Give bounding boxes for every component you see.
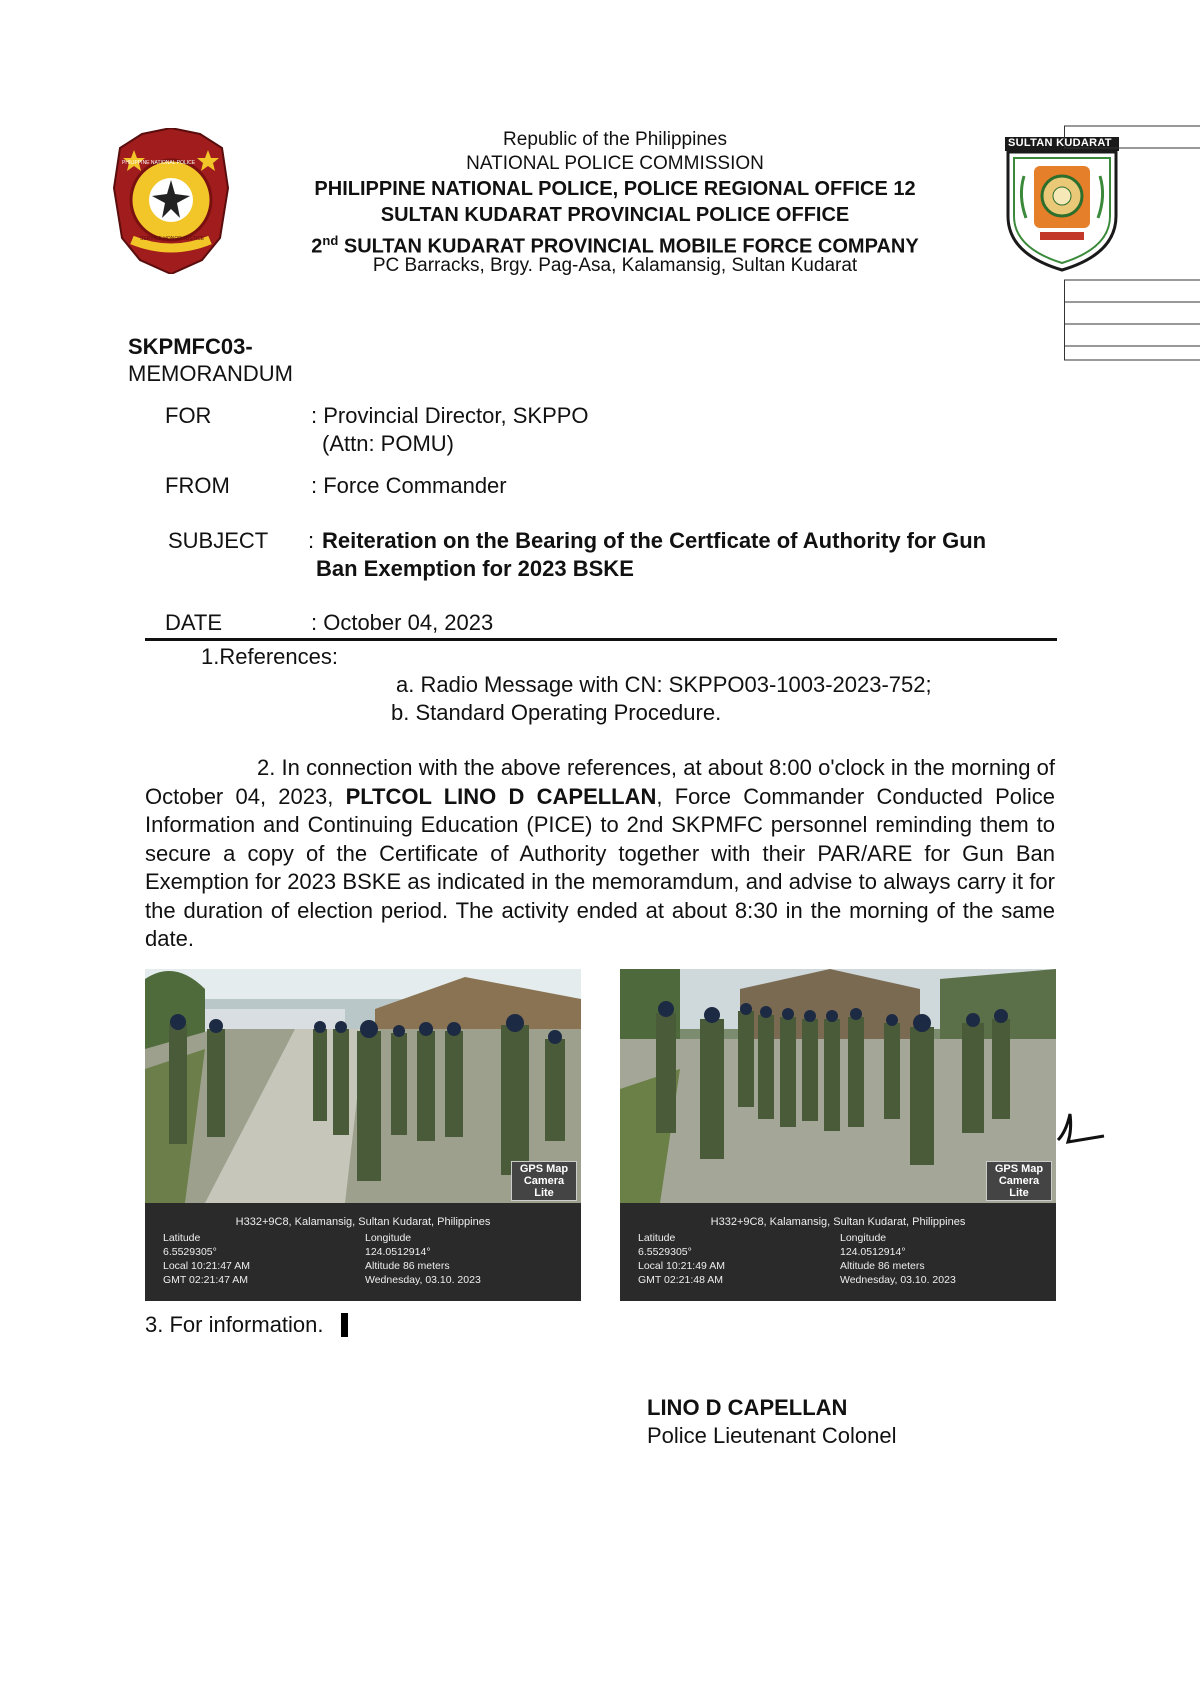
- photo-1-address: H332+9C8, Kalamansig, Sultan Kudarat, Philippines: [235, 1216, 491, 1228]
- header-pro12: PHILIPPINE NATIONAL POLICE, POLICE REGIONAL OFFICE 12: [314, 178, 916, 200]
- photo-1-altitude: Altitude 86 meters: [365, 1260, 450, 1272]
- photo-1-gps-logo: GPS Map Camera Lite: [511, 1161, 577, 1201]
- references-heading: 1.References:: [201, 644, 338, 669]
- photo-1-day: Wednesday, 03.10. 2023: [365, 1274, 481, 1286]
- photo-2-address: H332+9C8, Kalamansig, Sultan Kudarat, Philippines: [710, 1216, 966, 1228]
- paragraph-2-start: 2. In connection with the above references, at about 8:00 o'clock in the morning of October 04, 2023,: [145, 755, 1055, 809]
- subject-line-1: Reiteration on the Bearing of the Certficate of Authority for Gun: [322, 528, 987, 553]
- signature-mark: [1056, 1102, 1106, 1148]
- photo-1-gmt: GMT 02:21:47 AM: [163, 1274, 249, 1286]
- photo-1: [145, 969, 581, 1301]
- photo-1-lat-label: Latitude: [163, 1232, 201, 1244]
- memo-type: MEMORANDUM: [128, 361, 293, 386]
- from-value: : Force Commander: [311, 473, 507, 498]
- photo-2-day: Wednesday, 03.10. 2023: [840, 1274, 956, 1286]
- reference-b: b. Standard Operating Procedure.: [391, 700, 722, 725]
- memo-ref-no: SKPMFC03-: [128, 334, 253, 359]
- subject-label: SUBJECT: [168, 528, 269, 553]
- paragraph-3: 3. For information.: [145, 1312, 324, 1337]
- photo-2-lon-label: Longitude: [840, 1232, 887, 1244]
- photo-2-lat-value: 6.5529305°: [638, 1246, 692, 1258]
- reference-a: a. Radio Message with CN: SKPPO03-1003-2023-752;: [396, 672, 932, 697]
- paragraph-2-end: , Force Commander Conducted Police Information and Continuing Education (PICE) to 2nd SKPMFC personnel reminding them to secure a copy of the Certificate of Authority together with their PAR/ARE for Gun Ban Exemption for 2023 BSKE as indicated in the memoramdum, and advise to always carry it for the duration of election period. The activity ended at about 8:30 in the morning of the same date.: [145, 783, 1056, 951]
- header-republic: Republic of the Philippines: [503, 129, 727, 150]
- paragraph-2: [145, 754, 1055, 954]
- header-company-rest: SULTAN KUDARAT PROVINCIAL MOBILE FORCE COMPANY: [338, 235, 919, 258]
- photo-2-local: Local 10:21:49 AM: [638, 1260, 725, 1272]
- photo-2-lat-label: Latitude: [638, 1232, 676, 1244]
- photo-1-local: Local 10:21:47 AM: [163, 1260, 250, 1272]
- photo-2: [620, 969, 1056, 1301]
- photo-2-gps-logo: GPS Map Camera Lite: [986, 1161, 1052, 1201]
- header-skppo: SULTAN KUDARAT PROVINCIAL POLICE OFFICE: [380, 204, 850, 226]
- header-napolcom: NATIONAL POLICE COMMISSION: [466, 153, 764, 174]
- pnp-logo-motto: SERVICE HONOR JUSTICE: [140, 236, 205, 242]
- sultan-kudarat-logo-text: SULTAN KUDARAT: [1008, 137, 1112, 149]
- signatory-name: LINO D CAPELLAN: [647, 1395, 848, 1420]
- date-value: : October 04, 2023: [311, 610, 494, 635]
- for-value: : Provincial Director, SKPPO: [311, 403, 589, 428]
- photo-2-gmt: GMT 02:21:48 AM: [638, 1274, 724, 1286]
- photo-1-gps-bar: [145, 1203, 581, 1301]
- paragraph-2-name: PLTCOL LINO D CAPELLAN: [345, 783, 657, 809]
- for-attn: (Attn: POMU): [322, 431, 455, 456]
- header-company-sup: nd: [322, 233, 339, 248]
- photo-2-gps-bar: [620, 1203, 1056, 1301]
- date-label: DATE: [165, 610, 223, 635]
- signatory-rank: Police Lieutenant Colonel: [647, 1423, 897, 1448]
- header-address: PC Barracks, Brgy. Pag-Asa, Kalamansig, Sultan Kudarat: [372, 255, 858, 276]
- header-divider: [145, 638, 1057, 641]
- from-label: FROM: [165, 473, 230, 498]
- photo-2-altitude: Altitude 86 meters: [840, 1260, 925, 1272]
- for-label: FOR: [165, 403, 212, 428]
- subject-colon: :: [308, 528, 315, 553]
- header-company-num: 2: [311, 235, 323, 258]
- text-cursor: [341, 1313, 348, 1337]
- photo-1-lat-value: 6.5529305°: [163, 1246, 217, 1258]
- pnp-logo-text: PHILIPPINE NATIONAL POLICE: [122, 160, 196, 166]
- photo-1-lon-label: Longitude: [365, 1232, 412, 1244]
- photo-1-lon-value: 124.0512914°: [365, 1246, 431, 1258]
- subject-line-2: Ban Exemption for 2023 BSKE: [316, 556, 634, 581]
- photo-2-lon-value: 124.0512914°: [840, 1246, 906, 1258]
